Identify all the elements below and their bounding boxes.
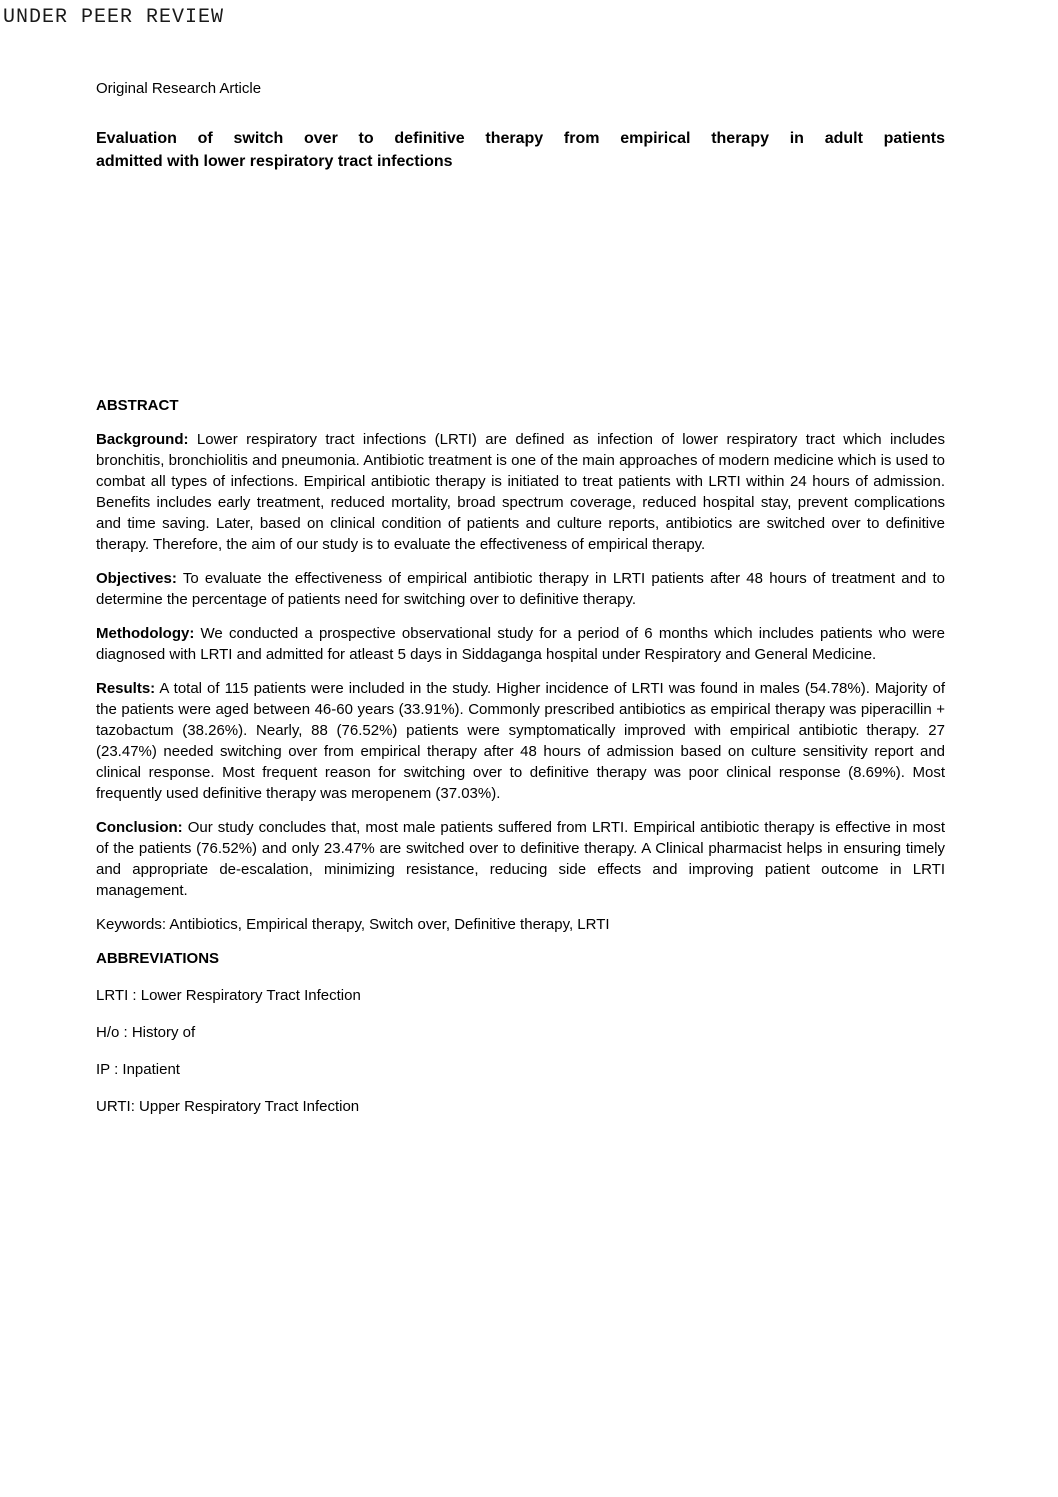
abbreviation-item-ip: IP : Inpatient	[96, 1061, 180, 1078]
abstract-paragraph-objectives	[96, 568, 945, 610]
keywords-line: Keywords: Antibiotics, Empirical therapy, Switch over, Definitive therapy, LRTI	[96, 916, 610, 933]
abstract-paragraph-conclusion	[96, 817, 945, 901]
abstract-paragraph-background	[96, 429, 945, 555]
abstract-paragraph-results	[96, 678, 945, 804]
objectives-text: To evaluate the effectiveness of empirical antibiotic therapy in LRTI patients after 48 hours of treatment and to determine the percentage of patients need for switching over to definitive therapy.	[96, 570, 945, 608]
article-content	[96, 0, 945, 1133]
results-label: Results:	[96, 680, 156, 697]
conclusion-text: Our study concludes that, most male patients suffered from LRTI. Empirical antibiotic therapy is effective in most of the patients (76.52%) and only 23.47% are switched over to definitive therapy. A Clinical pharmacist helps in ensuring timely and appropriate de-escalation, minimizing resistance, reducing side effects and improving patient outcome in LRTI management.	[96, 819, 945, 899]
background-text: Lower respiratory tract infections (LRTI) are defined as infection of lower respiratory tract which includes bronchitis, bronchiolitis and pneumonia. Antibiotic treatment is one of the main approaches of modern medicine which is used to combat all types of infections. Empirical antibiotic therapy is initiated to treat patients with LRTI within 24 hours of admission. Benefits includes early treatment, reduced mortality, broad spectrum coverage, reduced hospital stay, prevent complications and time saving. Later, based on clinical condition of patients and culture reports, antibiotics are switched over to definitive therapy. Therefore, the aim of our study is to evaluate the effectiveness of empirical therapy.	[96, 431, 946, 553]
abstract-heading: ABSTRACT	[96, 397, 179, 414]
abbreviation-item-ho: H/o : History of	[96, 1024, 196, 1041]
background-label: Background:	[96, 431, 189, 448]
abbreviation-item-urti: URTI: Upper Respiratory Tract Infection	[96, 1098, 360, 1115]
article-title	[96, 127, 945, 173]
methodology-text: We conducted a prospective observational study for a period of 6 months which includes patients who were diagnosed with LRTI and admitted for atleast 5 days in Siddaganga hospital under Respiratory and General Medicine.	[96, 625, 945, 663]
methodology-label: Methodology:	[96, 625, 195, 642]
objectives-label: Objectives:	[96, 570, 177, 587]
peer-review-watermark: UNDER PEER REVIEW	[3, 6, 225, 29]
article-title-line-2: admitted with lower respiratory tract infections	[96, 153, 453, 170]
conclusion-label: Conclusion:	[96, 819, 183, 836]
abbreviation-item-lrti: LRTI : Lower Respiratory Tract Infection	[96, 987, 361, 1004]
results-text: A total of 115 patients were included in the study. Higher incidence of LRTI was found in males (54.78%). Majority of the patients were aged between 46-60 years (33.91%). Commonly prescribed antibiotics as empirical therapy was piperacillin + tazobactum (38.26%). Nearly, 88 (76.52%) patients were symptomatically improved with empirical antibiotic therapy. 27 (23.47%) needed switching over from empirical therapy after 48 hours of admission based on culture sensitivity report and clinical response. Most frequent reason for switching over to definitive therapy was poor clinical response (8.69%). Most frequently used definitive therapy was meropenem (37.03%).	[96, 680, 946, 802]
article-type-label: Original Research Article	[96, 80, 262, 97]
article-title-line-1: Evaluation of switch over to definitive therapy from empirical therapy in adult patients	[96, 130, 945, 147]
abstract-paragraph-methodology	[96, 623, 945, 665]
abbreviations-heading: ABBREVIATIONS	[96, 950, 220, 967]
